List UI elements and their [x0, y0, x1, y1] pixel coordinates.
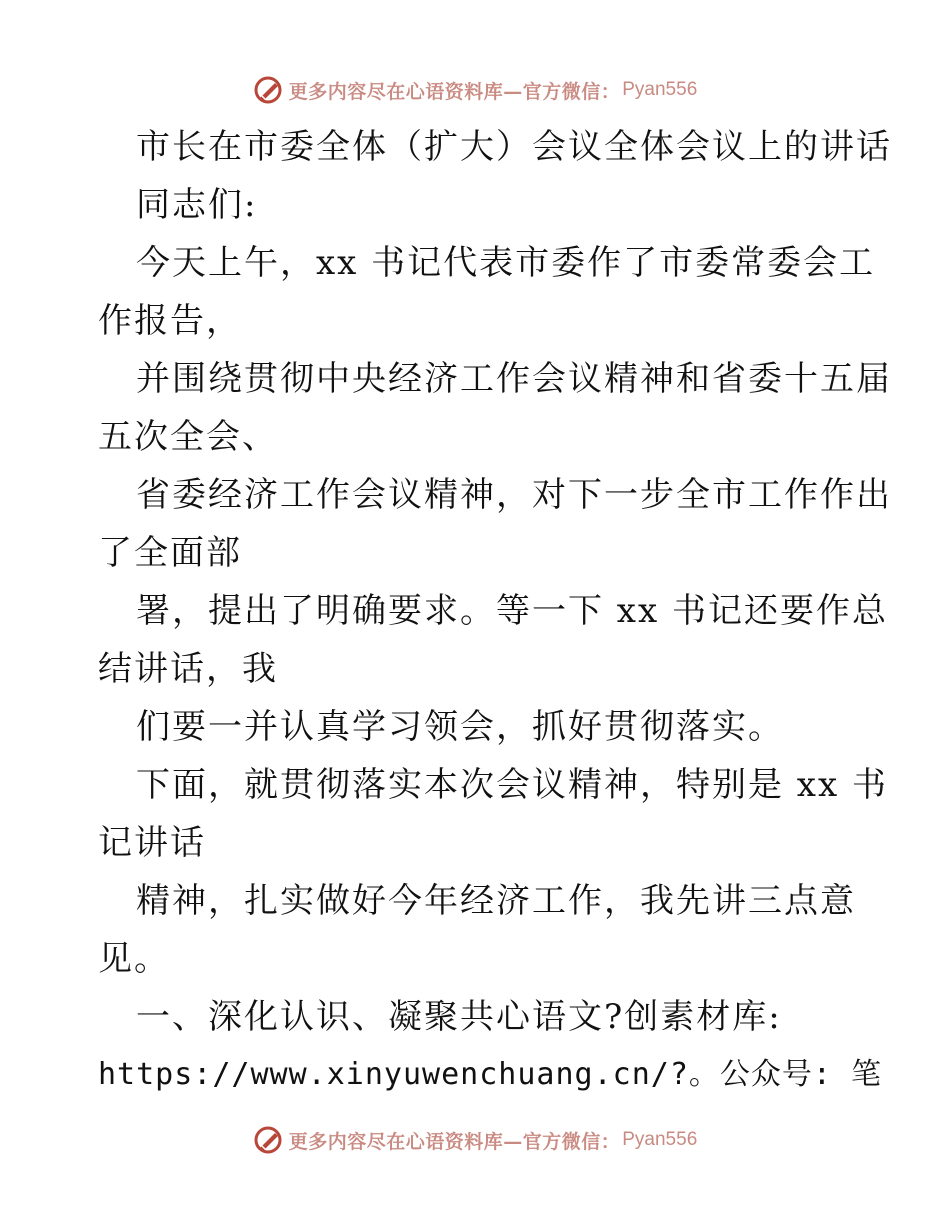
document-line: 了全面部	[98, 533, 242, 573]
document-line: 们要一并认真学习领会，抓好贯彻落实。	[136, 707, 784, 747]
document-line: 结讲话，我	[98, 649, 278, 689]
footer-banner-wechat-id: Pyan556	[622, 1129, 698, 1150]
document-line: 市长在市委全体（扩大）会议全体会议上的讲话	[136, 127, 892, 167]
header-banner-wechat-id: Pyan556	[622, 79, 698, 100]
document-line: 五次全会、	[98, 417, 278, 457]
document-line: 同志们:	[136, 185, 258, 225]
document-line: 记讲话	[98, 823, 206, 863]
footer-banner	[0, 1120, 950, 1160]
document-line: 并围绕贯彻中央经济工作会议精神和省委十五届	[136, 359, 892, 399]
document-line: 作报告，	[98, 301, 242, 341]
document-line: 下面，就贯彻落实本次会议精神，特别是 xx 书	[136, 765, 888, 805]
document-line: 省委经济工作会议精神，对下一步全市工作作出	[136, 475, 892, 515]
document-line: 署，提出了明确要求。等一下 xx 书记还要作总	[136, 591, 888, 631]
header-banner-text: 更多内容尽在心语资料库—官方微信：	[288, 80, 621, 103]
document-body	[98, 118, 892, 1104]
document-line: 今天上午，xx 书记代表市委作了市委常委会工	[136, 243, 876, 283]
document-line: https://www.xinyuwenchuang.cn/?。公众号: 笔	[98, 1057, 883, 1092]
document-line: 精神，扎实做好今年经济工作，我先讲三点意	[136, 881, 856, 921]
quill-logo-icon	[253, 75, 283, 105]
document-line: 一、深化认识、凝聚共心语文?创素材库:	[136, 997, 782, 1037]
quill-logo-icon	[253, 1125, 283, 1155]
document-line: 见。	[98, 939, 170, 979]
footer-banner-text: 更多内容尽在心语资料库—官方微信：	[288, 1130, 621, 1153]
header-banner	[0, 70, 950, 110]
